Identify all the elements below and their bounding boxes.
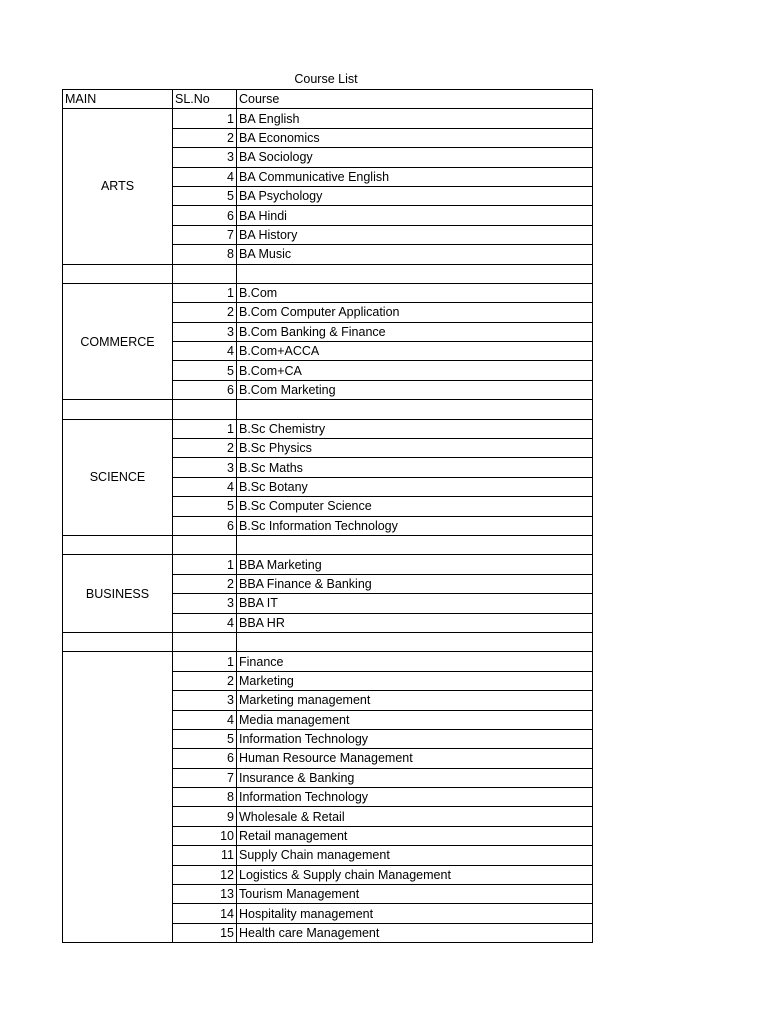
sl-no-cell: 3	[173, 322, 237, 341]
course-cell: Finance	[237, 652, 593, 671]
course-cell: BA Communicative English	[237, 167, 593, 186]
sl-no-cell: 7	[173, 768, 237, 787]
empty-cell	[173, 264, 237, 283]
sl-no-cell: 12	[173, 865, 237, 884]
group-main-cell: ARTS	[63, 109, 173, 264]
sl-no-cell: 8	[173, 245, 237, 264]
sl-no-cell: 4	[173, 613, 237, 632]
course-cell: B.Com+CA	[237, 361, 593, 380]
course-cell: BA Economics	[237, 128, 593, 147]
header-main: MAIN	[63, 90, 173, 109]
sl-no-cell: 2	[173, 671, 237, 690]
course-cell: Marketing management	[237, 691, 593, 710]
course-cell: Information Technology	[237, 788, 593, 807]
table-row	[63, 283, 593, 302]
sl-no-cell: 3	[173, 594, 237, 613]
separator-row	[63, 264, 593, 283]
sl-no-cell: 5	[173, 497, 237, 516]
sl-no-cell: 4	[173, 342, 237, 361]
table-row	[63, 555, 593, 574]
empty-cell	[63, 535, 173, 554]
course-cell: B.Com	[237, 283, 593, 302]
course-cell: Retail management	[237, 826, 593, 845]
course-cell: Marketing	[237, 671, 593, 690]
course-cell: B.Sc Chemistry	[237, 419, 593, 438]
table-row	[63, 419, 593, 438]
course-cell: B.Sc Botany	[237, 477, 593, 496]
sl-no-cell: 13	[173, 885, 237, 904]
course-cell: Human Resource Management	[237, 749, 593, 768]
course-cell: BA Sociology	[237, 148, 593, 167]
course-cell: Hospitality management	[237, 904, 593, 923]
course-cell: B.Sc Maths	[237, 458, 593, 477]
course-cell: BA Psychology	[237, 186, 593, 205]
empty-cell	[237, 400, 593, 419]
empty-cell	[237, 632, 593, 651]
course-table-body	[63, 90, 593, 943]
sl-no-cell: 6	[173, 206, 237, 225]
course-cell: B.Sc Information Technology	[237, 516, 593, 535]
header-sl-no: SL.No	[173, 90, 237, 109]
separator-row	[63, 632, 593, 651]
course-cell: Supply Chain management	[237, 846, 593, 865]
course-cell: B.Com+ACCA	[237, 342, 593, 361]
course-table	[62, 89, 593, 943]
empty-cell	[173, 632, 237, 651]
course-cell: Tourism Management	[237, 885, 593, 904]
empty-cell	[173, 535, 237, 554]
sl-no-cell: 3	[173, 458, 237, 477]
sl-no-cell: 2	[173, 303, 237, 322]
group-main-cell	[63, 652, 173, 943]
course-cell: B.Sc Computer Science	[237, 497, 593, 516]
separator-row	[63, 535, 593, 554]
sl-no-cell: 7	[173, 225, 237, 244]
sl-no-cell: 5	[173, 361, 237, 380]
course-cell: Insurance & Banking	[237, 768, 593, 787]
sl-no-cell: 8	[173, 788, 237, 807]
course-cell: BA Hindi	[237, 206, 593, 225]
sl-no-cell: 6	[173, 380, 237, 399]
course-cell: B.Com Marketing	[237, 380, 593, 399]
course-cell: BBA IT	[237, 594, 593, 613]
sl-no-cell: 2	[173, 574, 237, 593]
header-course: Course	[237, 90, 593, 109]
sl-no-cell: 5	[173, 729, 237, 748]
sl-no-cell: 2	[173, 128, 237, 147]
sl-no-cell: 2	[173, 439, 237, 458]
sl-no-cell: 14	[173, 904, 237, 923]
course-cell: B.Com Computer Application	[237, 303, 593, 322]
sl-no-cell: 9	[173, 807, 237, 826]
sl-no-cell: 4	[173, 710, 237, 729]
sl-no-cell: 1	[173, 283, 237, 302]
sl-no-cell: 4	[173, 477, 237, 496]
course-cell: BA Music	[237, 245, 593, 264]
group-main-cell: COMMERCE	[63, 283, 173, 399]
header-row	[63, 90, 593, 109]
course-cell: Health care Management	[237, 923, 593, 942]
course-cell: Logistics & Supply chain Management	[237, 865, 593, 884]
table-row	[63, 652, 593, 671]
sl-no-cell: 1	[173, 652, 237, 671]
sl-no-cell: 1	[173, 555, 237, 574]
empty-cell	[63, 632, 173, 651]
group-main-cell: SCIENCE	[63, 419, 173, 535]
course-cell: BBA HR	[237, 613, 593, 632]
sl-no-cell: 6	[173, 516, 237, 535]
sl-no-cell: 6	[173, 749, 237, 768]
empty-cell	[63, 264, 173, 283]
sl-no-cell: 11	[173, 846, 237, 865]
course-cell: BBA Finance & Banking	[237, 574, 593, 593]
course-cell: B.Com Banking & Finance	[237, 322, 593, 341]
empty-cell	[173, 400, 237, 419]
separator-row	[63, 400, 593, 419]
course-cell: BA English	[237, 109, 593, 128]
group-main-cell: BUSINESS	[63, 555, 173, 633]
empty-cell	[63, 400, 173, 419]
sl-no-cell: 1	[173, 419, 237, 438]
table-row	[63, 109, 593, 128]
course-cell: BA History	[237, 225, 593, 244]
sl-no-cell: 4	[173, 167, 237, 186]
sl-no-cell: 3	[173, 148, 237, 167]
sl-no-cell: 1	[173, 109, 237, 128]
sl-no-cell: 3	[173, 691, 237, 710]
sl-no-cell: 5	[173, 186, 237, 205]
course-cell: B.Sc Physics	[237, 439, 593, 458]
course-cell: Information Technology	[237, 729, 593, 748]
course-cell: BBA Marketing	[237, 555, 593, 574]
empty-cell	[237, 264, 593, 283]
sl-no-cell: 15	[173, 923, 237, 942]
course-cell: Media management	[237, 710, 593, 729]
sheet-title: Course List	[294, 72, 358, 86]
sl-no-cell: 10	[173, 826, 237, 845]
empty-cell	[237, 535, 593, 554]
course-cell: Wholesale & Retail	[237, 807, 593, 826]
